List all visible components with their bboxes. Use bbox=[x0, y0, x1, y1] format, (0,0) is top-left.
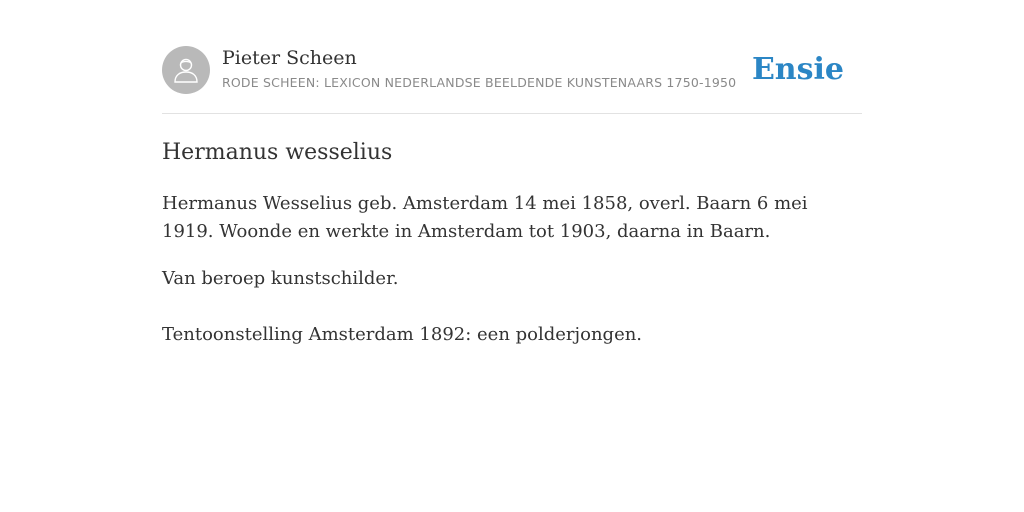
article-header bbox=[162, 46, 862, 114]
source-name[interactable]: RODE SCHEEN: LEXICON NEDERLANDSE BEELDENDE KUNSTENAARS 1750-1950 bbox=[222, 75, 737, 90]
ensie-logo[interactable]: Ensie bbox=[751, 52, 844, 87]
article-paragraph-profession: Van beroep kunstschilder. bbox=[162, 268, 399, 289]
author-name[interactable]: Pieter Scheen bbox=[222, 47, 357, 69]
article-paragraph-birth: Hermanus Wesselius geb. Amsterdam 14 mei 1858, overl. Baarn 6 mei 1919. Woonde en werkte in Amsterdam tot 1903, daarna in Baarn. bbox=[162, 193, 808, 242]
article-title: Hermanus wesselius bbox=[162, 140, 393, 165]
user-silhouette-icon bbox=[171, 55, 201, 85]
author-avatar[interactable] bbox=[162, 46, 210, 94]
article-paragraph-exhibition: Tentoonstelling Amsterdam 1892: een polderjongen. bbox=[162, 324, 643, 345]
